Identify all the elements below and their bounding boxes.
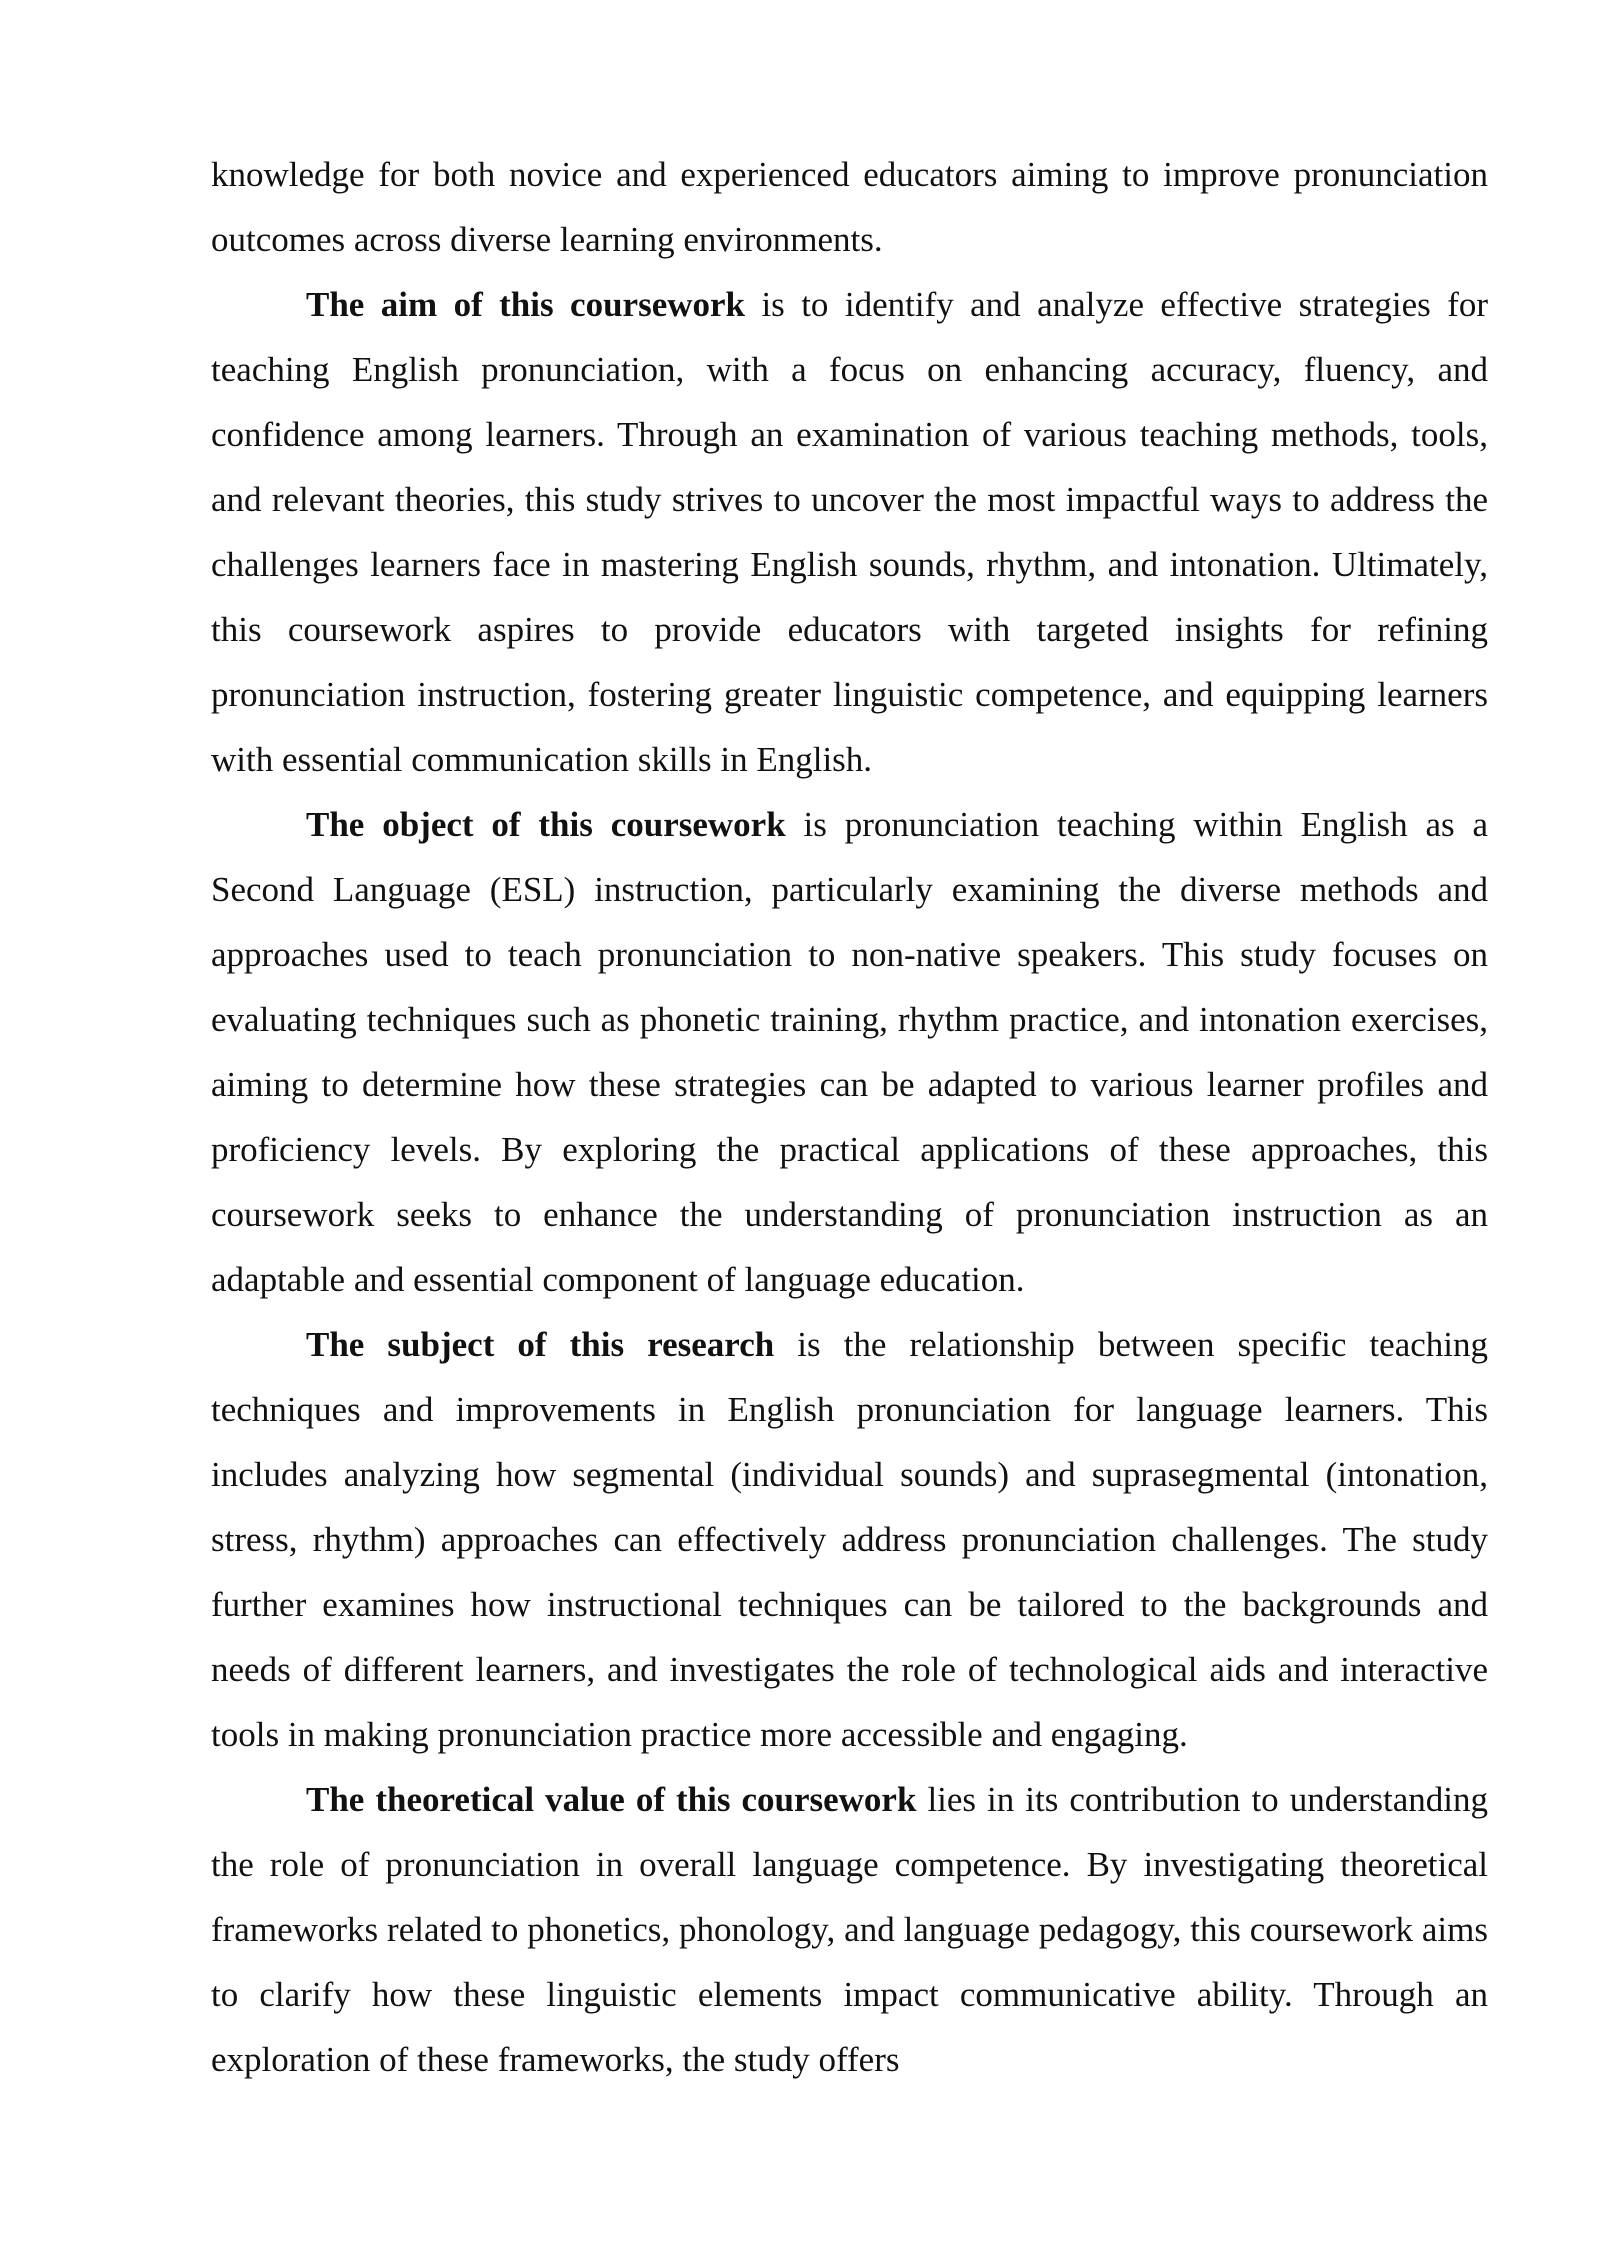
paragraph-aim xyxy=(211,272,1488,792)
paragraph-lead: The aim of this coursework xyxy=(306,285,746,324)
paragraph-text: is pronunciation teaching within English as a Second Language (ESL) instruction, particularly examining the diverse methods and approaches used to teach pronunciation to non-native speakers. This study focuses on evaluating techniques such as phonetic training, rhythm practice, and intonation exercises, aiming to determine how these strategies can be adapted to various learner profiles and proficiency levels. By exploring the practical applications of these approaches, this coursework seeks to enhance the understanding of pronunciation instruction as an adaptable and essential component of language education. xyxy=(211,805,1488,1299)
body-text xyxy=(211,142,1488,2092)
paragraph-lead: The theoretical value of this coursework xyxy=(306,1780,917,1819)
paragraph-text: knowledge for both novice and experienced educators aiming to improve pronunciation outcomes across diverse learning environments. xyxy=(211,155,1488,259)
paragraph-text: lies in its contribution to understanding the role of pronunciation in overall language competence. By investigating theoretical frameworks related to phonetics, phonology, and language pedagogy, this coursework aims to clarify how these linguistic elements impact communicative ability. Through an exploration of these frameworks, the study offers xyxy=(211,1780,1488,2079)
paragraph-continuation xyxy=(211,142,1488,272)
paragraph-object xyxy=(211,792,1488,1312)
paragraph-theoretical-value xyxy=(211,1767,1488,2092)
paragraph-lead: The object of this coursework xyxy=(306,805,786,844)
paragraph-subject xyxy=(211,1312,1488,1767)
paragraph-lead: The subject of this research xyxy=(306,1325,775,1364)
paragraph-text: is to identify and analyze effective strategies for teaching English pronunciation, with a focus on enhancing accuracy, fluency, and confidence among learners. Through an examination of various teaching methods, tools, and relevant theories, this study strives to uncover the most impactful ways to address the challenges learners face in mastering English sounds, rhythm, and intonation. Ultimately, this coursework aspires to provide educators with targeted insights for refining pronunciation instruction, fostering greater linguistic competence, and equipping learners with essential communication skills in English. xyxy=(211,285,1488,779)
paragraph-text: is the relationship between specific teaching techniques and improvements in English pronunciation for language learners. This includes analyzing how segmental (individual sounds) and suprasegmental (intonation, stress, rhythm) approaches can effectively address pronunciation challenges. The study further examines how instructional techniques can be tailored to the backgrounds and needs of different learners, and investigates the role of technological aids and interactive tools in making pronunciation practice more accessible and engaging. xyxy=(211,1325,1488,1754)
